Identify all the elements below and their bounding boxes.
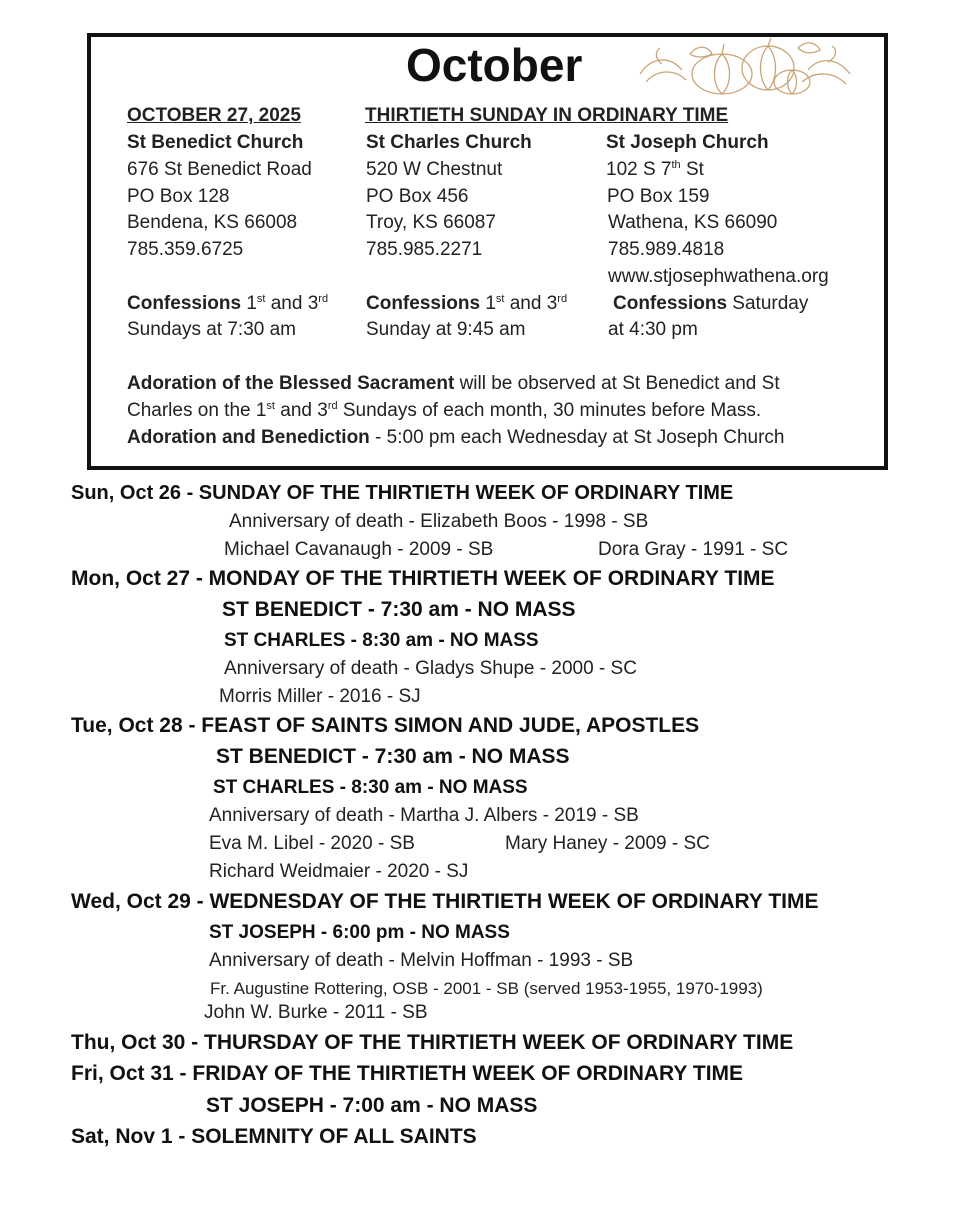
adoration-line-1 bbox=[127, 373, 780, 395]
church-website-link[interactable]: www.stjosephwathena.org bbox=[608, 266, 829, 287]
mass-notice: ST JOSEPH - 6:00 pm - NO MASS bbox=[209, 922, 510, 943]
confessions-text: Saturday bbox=[727, 293, 809, 314]
confessions-text: 1 bbox=[246, 293, 257, 314]
benediction-text: - 5:00 pm each Wednesday at St Joseph Church bbox=[369, 427, 785, 448]
church-address-text: St bbox=[680, 159, 704, 180]
confessions-label: Confessions bbox=[366, 293, 481, 314]
church-name-st-benedict: St Benedict Church bbox=[127, 132, 304, 153]
church-phone: 785.985.2271 bbox=[366, 239, 483, 260]
sunday-name: THIRTIETH SUNDAY IN ORDINARY TIME bbox=[365, 105, 729, 126]
day-heading-sunday: Sun, Oct 26 - SUNDAY OF THE THIRTIETH WEEK OF ORDINARY TIME bbox=[71, 482, 734, 504]
church-address-text: 102 S 7 bbox=[606, 159, 672, 180]
intention-line: Michael Cavanaugh - 2009 - SB bbox=[224, 539, 494, 560]
ordinal-suffix: th bbox=[671, 159, 681, 171]
pumpkin-icon bbox=[632, 34, 858, 98]
intention-line: Dora Gray - 1991 - SC bbox=[598, 539, 789, 560]
church-city: Bendena, KS 66008 bbox=[127, 212, 298, 233]
confessions-text: 1 bbox=[485, 293, 496, 314]
day-heading-thursday: Thu, Oct 30 - THURSDAY OF THE THIRTIETH WEEK OF ORDINARY TIME bbox=[71, 1031, 794, 1054]
church-city: Troy, KS 66087 bbox=[366, 212, 496, 233]
church-po-box: PO Box 128 bbox=[127, 186, 230, 207]
adoration-text: will be observed at St Benedict and St bbox=[454, 373, 780, 394]
day-heading-friday: Fri, Oct 31 - FRIDAY OF THE THIRTIETH WEEK OF ORDINARY TIME bbox=[71, 1062, 744, 1085]
day-heading-wednesday: Wed, Oct 29 - WEDNESDAY OF THE THIRTIETH WEEK OF ORDINARY TIME bbox=[71, 890, 819, 913]
mass-notice: ST BENEDICT - 7:30 am - NO MASS bbox=[216, 745, 570, 768]
church-confessions bbox=[127, 293, 328, 315]
intention-line: Mary Haney - 2009 - SC bbox=[505, 833, 710, 854]
church-phone: 785.359.6725 bbox=[127, 239, 244, 260]
benediction-label: Adoration and Benediction bbox=[127, 427, 370, 448]
day-heading-tuesday: Tue, Oct 28 - FEAST OF SAINTS SIMON AND JUDE, APOSTLES bbox=[71, 714, 700, 737]
ordinal-suffix: st bbox=[256, 293, 266, 305]
bulletin-date: OCTOBER 27, 2025 bbox=[127, 105, 301, 126]
mass-notice: ST BENEDICT - 7:30 am - NO MASS bbox=[222, 598, 576, 621]
intention-line: Morris Miller - 2016 - SJ bbox=[219, 686, 421, 707]
intention-line: Anniversary of death - Melvin Hoffman - 1993 - SB bbox=[209, 950, 634, 971]
church-name-st-charles: St Charles Church bbox=[366, 132, 532, 153]
adoration-text: Charles on the 1 bbox=[127, 400, 267, 421]
church-phone: 785.989.4818 bbox=[608, 239, 725, 260]
church-address bbox=[606, 159, 704, 181]
church-po-box: PO Box 456 bbox=[366, 186, 469, 207]
church-name-st-joseph: St Joseph Church bbox=[606, 132, 769, 153]
ordinal-suffix: rd bbox=[318, 293, 329, 305]
mass-notice: ST CHARLES - 8:30 am - NO MASS bbox=[224, 630, 539, 651]
day-heading-monday: Mon, Oct 27 - MONDAY OF THE THIRTIETH WEEK OF ORDINARY TIME bbox=[71, 567, 775, 590]
church-address: 676 St Benedict Road bbox=[127, 159, 312, 180]
confessions-text: and 3 bbox=[265, 293, 319, 314]
church-confessions-time: at 4:30 pm bbox=[608, 319, 698, 340]
intention-line: Anniversary of death - Martha J. Albers - 2019 - SB bbox=[209, 805, 639, 826]
intention-line: John W. Burke - 2011 - SB bbox=[204, 1002, 428, 1023]
mass-notice: ST JOSEPH - 7:00 am - NO MASS bbox=[206, 1094, 538, 1117]
church-confessions bbox=[366, 293, 567, 315]
day-heading-saturday: Sat, Nov 1 - SOLEMNITY OF ALL SAINTS bbox=[71, 1125, 477, 1148]
church-confessions bbox=[613, 293, 808, 315]
ordinal-suffix: st bbox=[495, 293, 505, 305]
church-po-box: PO Box 159 bbox=[607, 186, 710, 207]
confessions-label: Confessions bbox=[127, 293, 242, 314]
intention-line: Fr. Augustine Rottering, OSB - 2001 - SB (served 1953-1955, 1970-1993) bbox=[210, 979, 763, 998]
intention-line: Richard Weidmaier - 2020 - SJ bbox=[209, 861, 469, 882]
ordinal-suffix: rd bbox=[557, 293, 568, 305]
month-title: October bbox=[406, 39, 583, 91]
church-confessions-time: Sundays at 7:30 am bbox=[127, 319, 296, 340]
adoration-text: Sundays of each month, 30 minutes before Mass. bbox=[337, 400, 762, 421]
church-city: Wathena, KS 66090 bbox=[608, 212, 778, 233]
church-confessions-time: Sunday at 9:45 am bbox=[366, 319, 526, 340]
church-address: 520 W Chestnut bbox=[366, 159, 503, 180]
intention-line: Anniversary of death - Gladys Shupe - 2000 - SC bbox=[224, 658, 637, 679]
adoration-line-2 bbox=[127, 400, 761, 422]
ordinal-suffix: rd bbox=[327, 400, 338, 412]
benediction-line bbox=[127, 427, 785, 449]
ordinal-suffix: st bbox=[266, 400, 275, 412]
mass-notice: ST CHARLES - 8:30 am - NO MASS bbox=[213, 777, 528, 798]
confessions-text: and 3 bbox=[504, 293, 558, 314]
intention-line: Anniversary of death - Elizabeth Boos - 1998 - SB bbox=[229, 511, 649, 532]
intention-line: Eva M. Libel - 2020 - SB bbox=[209, 833, 415, 854]
adoration-label: Adoration of the Blessed Sacrament bbox=[127, 373, 455, 394]
confessions-label: Confessions bbox=[613, 293, 728, 314]
adoration-text: and 3 bbox=[274, 400, 328, 421]
